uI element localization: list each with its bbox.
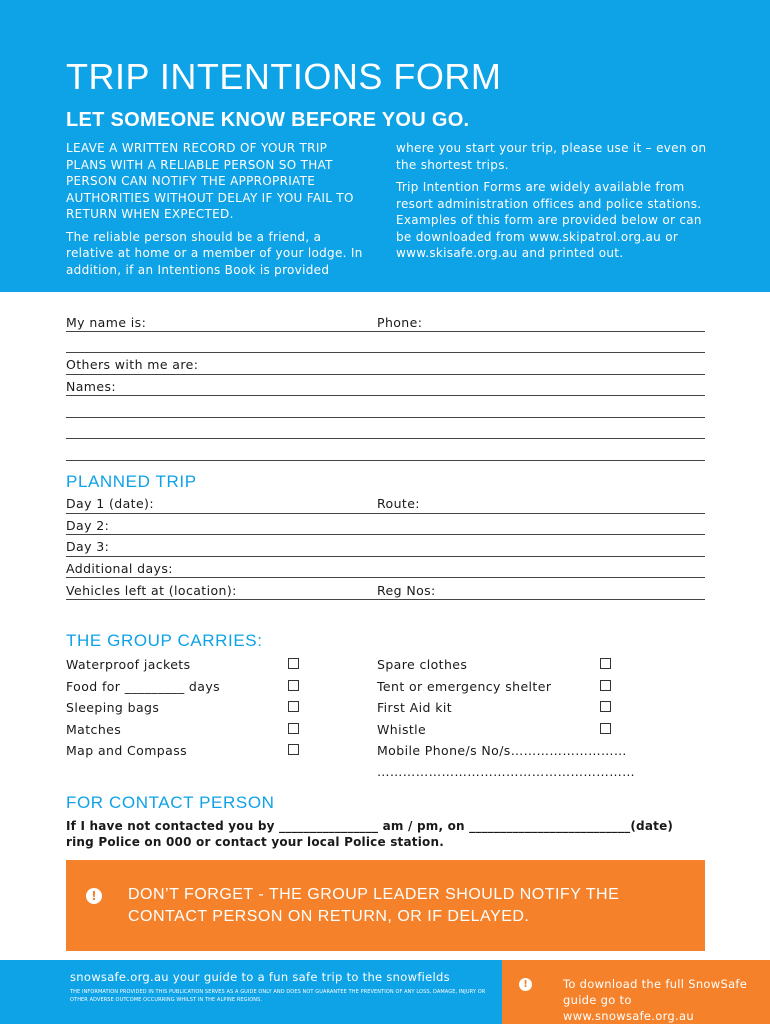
others-line[interactable] bbox=[66, 374, 705, 375]
waterproof-jackets-checkbox[interactable] bbox=[288, 658, 299, 669]
item-whistle: Whistle bbox=[377, 722, 427, 737]
day2-label: Day 2: bbox=[66, 518, 110, 533]
header-banner bbox=[0, 0, 770, 292]
contact-instruction-line-2: ring Police on 000 or contact your local Police station. bbox=[66, 835, 444, 849]
names-label: Names: bbox=[66, 379, 117, 394]
names-line-1[interactable] bbox=[66, 395, 705, 396]
exclamation-circle-icon: ! bbox=[86, 888, 102, 904]
exclamation-circle-icon: ! bbox=[519, 978, 532, 991]
food-checkbox[interactable] bbox=[288, 680, 299, 691]
others-label: Others with me are: bbox=[66, 357, 199, 372]
whistle-checkbox[interactable] bbox=[600, 723, 611, 734]
route-label: Route: bbox=[377, 496, 420, 511]
item-waterproof-jackets: Waterproof jackets bbox=[66, 657, 191, 672]
additional-days-line[interactable] bbox=[66, 577, 705, 578]
intro-paragraph-3: where you start your trip, please use it – even on the shortest trips. bbox=[396, 141, 707, 172]
page-subtitle: LET SOMEONE KNOW BEFORE YOU GO. bbox=[66, 109, 470, 131]
mobile-phone-field-continued[interactable]: …………………………………………………… bbox=[377, 764, 635, 779]
item-map-compass: Map and Compass bbox=[66, 743, 188, 758]
names-line-2[interactable] bbox=[66, 417, 705, 418]
blank-line[interactable] bbox=[66, 352, 705, 353]
first-aid-checkbox[interactable] bbox=[600, 701, 611, 712]
page-title: TRIP INTENTIONS FORM bbox=[66, 56, 502, 97]
item-tent: Tent or emergency shelter bbox=[377, 679, 552, 694]
spare-clothes-checkbox[interactable] bbox=[600, 658, 611, 669]
matches-checkbox[interactable] bbox=[288, 723, 299, 734]
intro-paragraph-2: The reliable person should be a friend, a relative at home or a member of your lodge. In addition, if an Intentions Book is provided bbox=[66, 229, 363, 277]
contact-instruction-line-1: If I have not contacted you by ________________ am / pm, on __________________________(date) bbox=[66, 819, 674, 833]
contact-person-heading: FOR CONTACT PERSON bbox=[66, 793, 275, 812]
intro-right-column bbox=[396, 140, 716, 268]
footer-right bbox=[502, 960, 770, 1024]
day1-label: Day 1 (date): bbox=[66, 496, 154, 511]
footer-left bbox=[0, 960, 502, 1024]
name-label: My name is: bbox=[66, 315, 147, 330]
footer-tagline: snowsafe.org.au your guide to a fun safe trip to the snowfields bbox=[70, 970, 450, 984]
vehicles-label: Vehicles left at (location): bbox=[66, 583, 237, 598]
day3-line[interactable] bbox=[66, 556, 705, 557]
item-spare-clothes: Spare clothes bbox=[377, 657, 468, 672]
names-line-4[interactable] bbox=[66, 460, 705, 461]
mobile-phone-field[interactable]: Mobile Phone/s No/s……………………… bbox=[377, 743, 627, 758]
intro-paragraph-4: Trip Intention Forms are widely available from resort administration offices and police stations. Examples of this form are provided below or can be downloaded from www.skipatrol.org.au or www.skisafe.org.au and printed out. bbox=[396, 180, 702, 260]
day1-line[interactable] bbox=[66, 513, 705, 514]
item-sleeping-bags: Sleeping bags bbox=[66, 700, 160, 715]
vehicles-line[interactable] bbox=[66, 599, 705, 600]
item-first-aid: First Aid kit bbox=[377, 700, 453, 715]
names-line-3[interactable] bbox=[66, 438, 705, 439]
phone-label: Phone: bbox=[377, 315, 423, 330]
intro-paragraph-1: LEAVE A WRITTEN RECORD OF YOUR TRIP PLANS WITH A RELIABLE PERSON SO THAT PERSON CAN NOTIFY THE APPROPRIATE AUTHORITIES WITHOUT DELAY IF YOU FAIL TO RETURN WHEN EXPECTED. bbox=[66, 141, 354, 221]
name-phone-line[interactable] bbox=[66, 331, 705, 332]
day2-line[interactable] bbox=[66, 534, 705, 535]
item-matches: Matches bbox=[66, 722, 122, 737]
warning-banner bbox=[66, 860, 705, 951]
day3-label: Day 3: bbox=[66, 539, 110, 554]
reg-nos-label: Reg Nos: bbox=[377, 583, 436, 598]
planned-trip-heading: PLANNED TRIP bbox=[66, 472, 197, 491]
group-carries-heading: THE GROUP CARRIES: bbox=[66, 631, 263, 650]
intro-left-column bbox=[66, 140, 366, 284]
tent-checkbox[interactable] bbox=[600, 680, 611, 691]
warning-message: DON’T FORGET - THE GROUP LEADER SHOULD NOTIFY THE CONTACT PERSON ON RETURN, OR IF DELAYED. bbox=[128, 886, 620, 925]
map-compass-checkbox[interactable] bbox=[288, 744, 299, 755]
item-food: Food for _________ days bbox=[66, 679, 221, 694]
sleeping-bags-checkbox[interactable] bbox=[288, 701, 299, 712]
download-guide-text: To download the full SnowSafe guide go to www.snowsafe.org.au bbox=[563, 977, 748, 1023]
additional-days-label: Additional days: bbox=[66, 561, 173, 576]
footer-disclaimer: THE INFORMATION PROVIDED IN THIS PUBLICATION SERVES AS A GUIDE ONLY AND DOES NOT GUARANTEE THE PREVENTION OF ANY LOSS, DAMAGE, INJURY OR OTHER ADVERSE OUTCOME OCCURRING WHILST IN THE ALPINE REGIONS. bbox=[70, 989, 486, 1003]
